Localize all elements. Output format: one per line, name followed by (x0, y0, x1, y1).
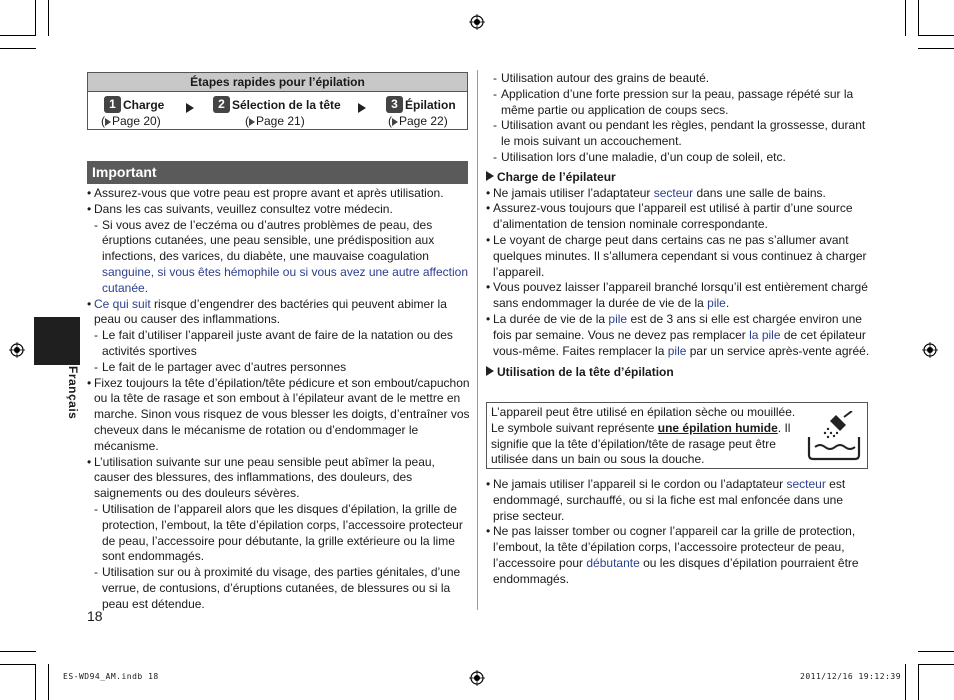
bullet-item: • Ne jamais utiliser l’appareil si le cordon ou l’adaptateur secteur est endommagé, surchauffé, ou si la fiche est mal enfoncée dans une prise secteur. (486, 477, 870, 524)
crop-mark (35, 664, 36, 700)
crop-mark (918, 35, 954, 36)
crop-mark (0, 35, 36, 36)
dash-item: - Utilisation sur ou à proximité du visage, des parties génitales, d’une verrue, de contusions, d’éruptions cutanées, de blessures ou si la peau est détendue. (94, 565, 471, 612)
arrow-right-icon (249, 118, 255, 126)
wet-use-info-box: L’appareil peut être utilisé en épilation sèche ou mouillée. Le symbole suivant représente une épilation humide. Il signifie que la tête d’épilation/tête de rasage peut être utilisée dans un bain ou sous la douche. (486, 402, 868, 469)
crop-mark (918, 651, 954, 652)
step-number: 1 (104, 96, 121, 113)
bullet-item: • Fixez toujours la tête d’épilation/tête pédicure et son embout/capuchon ou la tête de rasage et son embout à l’épilateur avant de le mettre en marche. Sinon vous risquez de vous blesser les doigts, d’entraîner vos cheveux dans le mécanisme de rotation ou d’endommager le mécanisme. (87, 376, 471, 455)
bullet-item: • Ce qui suit risque d’engendrer des bactéries qui peuvent abimer la peau ou causer des inflammations. (87, 297, 471, 329)
bullet-item: • L’utilisation suivante sur une peau sensible peut abîmer la peau, causer des blessures, des inflammations, des douleurs, des saignements ou des douleurs sévères. (87, 455, 471, 502)
dash-item: - Le fait d’utiliser l’appareil juste avant de faire de la natation ou des activités sportives (94, 328, 471, 360)
crop-mark (905, 0, 906, 36)
crop-mark (48, 0, 49, 36)
bullet-item: • Ne pas laisser tomber ou cogner l’appareil car la grille de protection, l’embout, la tête d’épilation corps, l’accessoire protecteur de peau, l’accessoire pour débutante ou les disques d’épilation pourraient être endommagés. (486, 524, 870, 587)
wet-epilation-term: une épilation humide (657, 420, 778, 435)
bullet-item: • Assurez-vous toujours que l’appareil est utilisé à partir d’une source d’alimentation de tension nominale correspondante. (486, 201, 870, 233)
footer-file-info: ES-WD94_AM.indb 18 (63, 672, 159, 681)
step-charge (101, 96, 165, 128)
play-arrow-icon (186, 103, 194, 113)
bullet-item: • Ne jamais utiliser l’adaptateur secteur dans une salle de bains. (486, 186, 870, 202)
crop-mark (918, 48, 954, 49)
dash-item: - Utilisation lors d’une maladie, d’un coup de soleil, etc. (493, 150, 870, 166)
bullet-item: • Vous pouvez laisser l’appareil branché lorsqu’il est entièrement chargé sans endommager la durée de vie de la pile. (486, 280, 870, 312)
dash-item: - Utilisation de l’appareil alors que les disques d’épilation, la grille de protection, l’embout, la tête d’épilation corps, l’accessoire protecteur de peau, l’accessoire pour débutante, la grille extérieure ou la lime sont endommagés. (94, 502, 471, 565)
bullet-item: • Dans les cas suivants, veuillez consultez votre médecin. (87, 202, 471, 218)
bullet-item: • La durée de vie de la pile est de 3 ans si elle est chargée environ une fois par semaine. Vous ne devez pas remplacer la pile de cet épilateur vous-même. Faites remplacer la pile par un service après-vente agréé. (486, 312, 870, 359)
dash-item: - Le fait de le partager avec d’autres personnes (94, 360, 471, 376)
step-head-selection (213, 96, 341, 128)
subheading-charge: Charge de l’épilateur (486, 170, 870, 186)
crop-mark (0, 664, 36, 665)
triangle-right-icon (486, 171, 494, 181)
step-title: Charge (123, 97, 165, 112)
registration-mark-icon (469, 14, 485, 30)
dash-item: - Utilisation autour des grains de beauté. (493, 71, 870, 87)
step-epilation (386, 96, 456, 128)
registration-mark-icon (9, 342, 25, 358)
arrow-right-icon (392, 118, 398, 126)
crop-mark (918, 0, 919, 36)
crop-mark (918, 664, 954, 665)
play-arrow-icon (358, 103, 366, 113)
registration-mark-icon (469, 670, 485, 686)
bullet-item: • Le voyant de charge peut dans certains cas ne pas s’allumer avant quelques minutes. Il s’allumera cependant si vous continuez à charger l’appareil. (486, 233, 870, 280)
registration-mark-icon (922, 342, 938, 358)
dash-item: - Utilisation avant ou pendant les règles, pendant la grossesse, durant le mois suivant un accouchement. (493, 118, 870, 150)
triangle-right-icon (486, 366, 494, 376)
subheading-usage: Utilisation de la tête d’épilation (486, 365, 870, 381)
important-heading: Important (87, 161, 468, 184)
bullet-item: • Assurez-vous que votre peau est propre avant et après utilisation. (87, 186, 471, 202)
language-tab (34, 317, 80, 365)
page-reference[interactable]: ( Page 21) (245, 114, 305, 128)
crop-mark (918, 664, 919, 700)
step-number: 2 (213, 96, 230, 113)
right-column (486, 71, 870, 381)
quick-steps-box (87, 72, 468, 130)
crop-mark (48, 664, 49, 700)
quick-steps-title: Étapes rapides pour l’épilation (88, 73, 467, 92)
page-reference[interactable]: ( Page 22) (388, 114, 448, 128)
arrow-right-icon (105, 118, 111, 126)
crop-mark (0, 651, 36, 652)
column-divider (477, 70, 478, 610)
crop-mark (35, 0, 36, 36)
bath-shower-icon (806, 411, 862, 461)
right-column-bottom (486, 477, 870, 588)
footer-timestamp: 2011/12/16 19:12:39 (800, 672, 902, 681)
language-label: Français (66, 366, 80, 420)
dash-item: - Si vous avez de l’eczéma ou d’autres problèmes de peau, des éruptions cutanées, une peau sensible, une prédisposition aux infections, des varices, du diabète, une mauvaise coagulation sanguine, si vous êtes hémophile ou si vous avez une autre affection cutanée. (94, 218, 471, 297)
step-title: Épilation (405, 97, 456, 112)
page-number: 18 (87, 608, 103, 624)
crop-mark (905, 664, 906, 700)
page-reference[interactable]: ( Page 20) (101, 114, 161, 128)
step-title: Sélection de la tête (232, 97, 341, 112)
dash-item: - Application d’une forte pression sur la peau, passage répété sur la même partie ou application de coups secs. (493, 87, 870, 119)
step-number: 3 (386, 96, 403, 113)
left-column (87, 186, 471, 613)
crop-mark (0, 48, 36, 49)
